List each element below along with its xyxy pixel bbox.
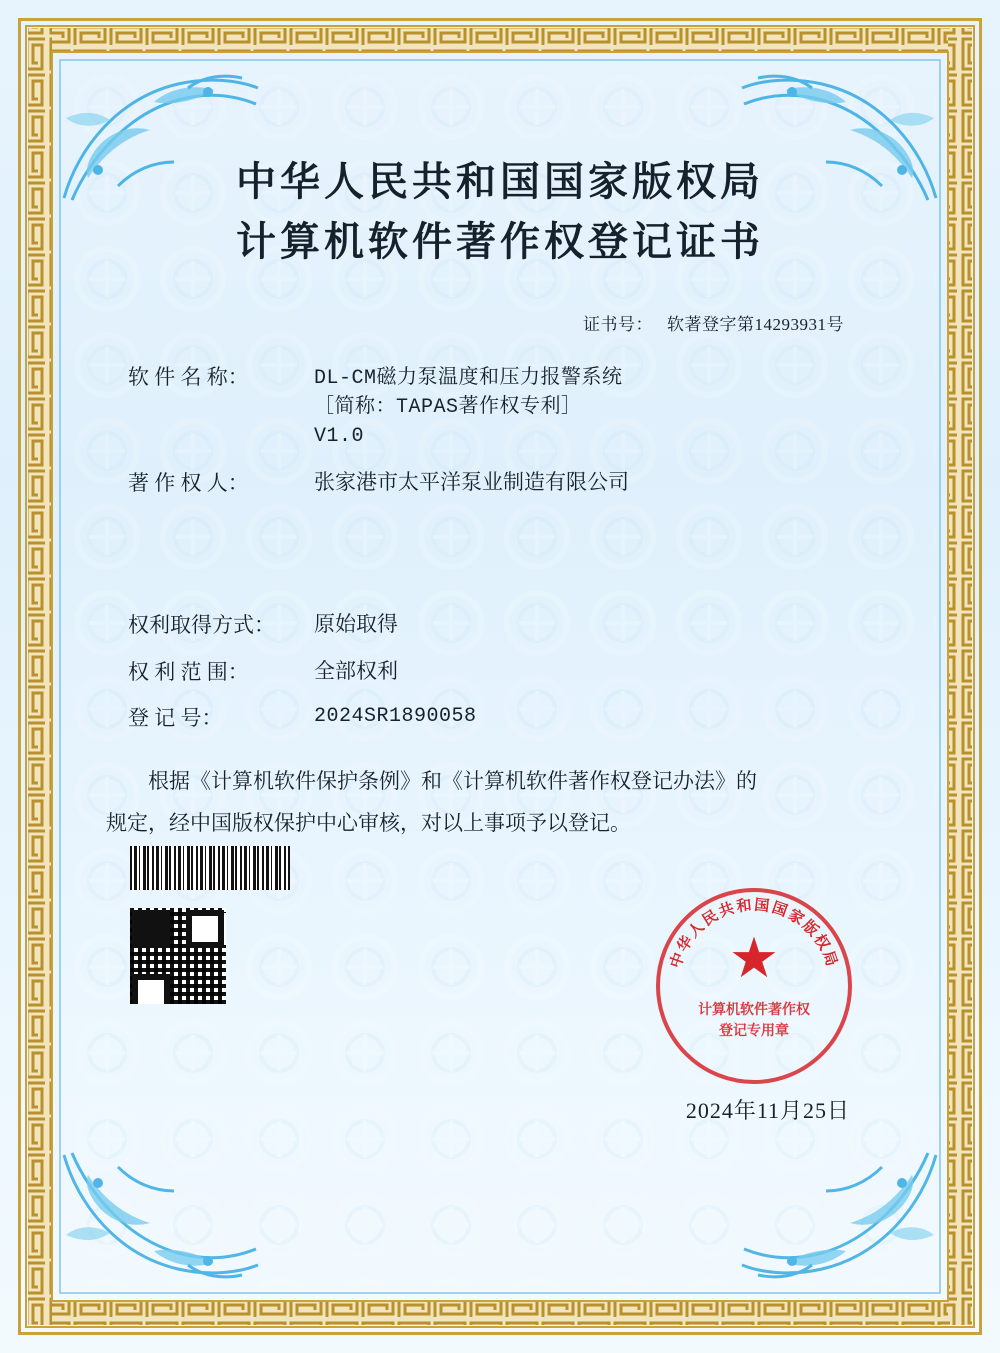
codes-block — [130, 846, 290, 1004]
statement-line-1: 根据《计算机软件保护条例》和《计算机软件著作权登记办法》的 — [148, 769, 757, 794]
statement-block — [64, 760, 936, 844]
field-copyright-owner — [128, 467, 936, 497]
title-block — [64, 64, 936, 272]
field-label-registration-number: 登 记 号： — [128, 706, 223, 731]
field-registration-number — [128, 702, 936, 732]
official-seal: 中华人民共和国国家版权局 ★ 计算机软件著作权 登记专用章 — [656, 888, 852, 1084]
certificate-number-value: 软著登字第14293931号 — [667, 315, 844, 334]
field-label-acquisition-method: 权利取得方式： — [128, 613, 275, 638]
field-label-software-name: 软 件 名 称： — [128, 365, 249, 389]
seal-bottom-line-1: 计算机软件著作权 — [698, 1003, 810, 1018]
field-value-copyright-owner: 张家港市太平洋泵业制造有限公司 — [314, 470, 629, 494]
qr-code-icon — [130, 908, 226, 1004]
fields-section — [64, 361, 936, 732]
field-rights-scope — [128, 656, 936, 686]
seal-bottom-text — [656, 1000, 852, 1042]
barcode-icon — [130, 846, 290, 890]
field-value-software-alias: ［简称：TAPAS著作权专利］ — [314, 396, 582, 419]
field-value-software-name: DL-CM磁力泵温度和压力报警系统 — [314, 367, 623, 390]
certificate-number — [64, 310, 936, 335]
certificate-number-label: 证书号： — [583, 315, 653, 334]
seal-arc-label: 中华人民共和国国家版权局 — [668, 897, 840, 971]
field-value-software-version: V1.0 — [314, 425, 365, 448]
spacer — [128, 513, 936, 609]
qr-eye-top-right — [186, 910, 224, 948]
field-value-rights-scope: 全部权利 — [314, 658, 398, 683]
field-label-copyright-owner: 著 作 权 人： — [128, 471, 249, 495]
statement-line-2: 规定，经中国版权保护中心审核，对以上事项予以登记。 — [106, 811, 631, 836]
field-acquisition-method — [128, 609, 936, 639]
field-software-name — [128, 361, 936, 451]
issuer-title: 中华人民共和国国家版权局 — [236, 159, 764, 204]
issue-date: 2024年11月25日 — [685, 1098, 850, 1123]
seal-bottom-line-2: 登记专用章 — [719, 1024, 789, 1039]
field-label-rights-scope: 权 利 范 围： — [128, 659, 249, 684]
field-value-registration-number: 2024SR1890058 — [314, 705, 477, 729]
field-value-acquisition-method: 原始取得 — [314, 612, 398, 637]
certificate-title: 计算机软件著作权登记证书 — [236, 219, 764, 264]
